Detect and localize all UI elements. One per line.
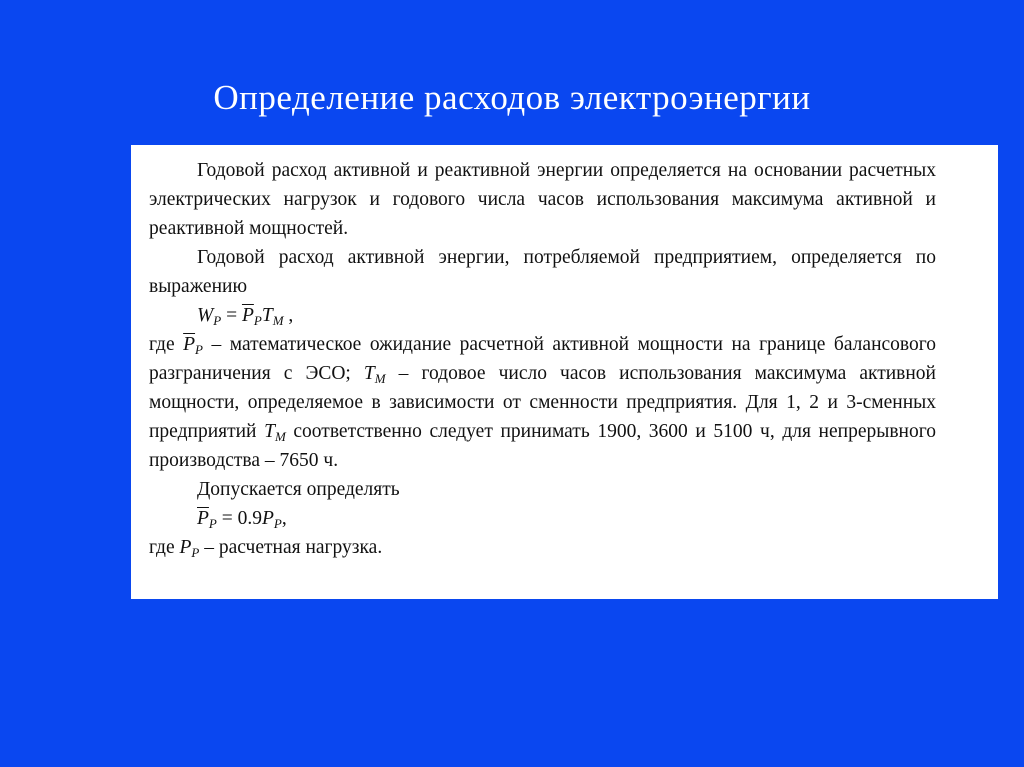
symbol-w-subscript: P — [213, 313, 222, 328]
paragraph-load-definition — [149, 533, 936, 562]
load-definition-text: – расчетная нагрузка. — [199, 537, 383, 558]
symbol-t-subscript: M — [274, 429, 286, 444]
symbol-p-bar: $\overline{P}$ — [183, 334, 196, 355]
paragraph-annual-consumption: Годовой расход активной и реактивной энергии определяется на основании расчетных электрических нагрузок и годового числа часов использования максимума активной и реактивной мощностей. — [149, 160, 936, 239]
definition-text-1: – математическое ожидание расчетной активной мощности на границе балансового разграничения с ЭСО; — [149, 334, 936, 384]
symbol-t-subscript: M — [374, 371, 386, 386]
symbol-t: T — [363, 363, 375, 384]
formula-end: , — [281, 508, 287, 529]
slide-title: Определение расходов электроэнергии — [213, 78, 811, 117]
where-label: где — [149, 537, 180, 558]
definition-text-2: – годовое число часов использования максимума активной мощности, определяемое в зависимости от сменности предприятия. Для 1, 2 и 3-сменных предприятий — [149, 363, 936, 442]
symbol-p-subscript: P — [253, 313, 262, 328]
symbol-p-bar: $\overline{P}$ — [197, 508, 209, 529]
symbol-p-subscript: P — [208, 516, 217, 531]
symbol-p-subscript: P — [191, 545, 200, 560]
paragraph-allowed: Допускается определять — [197, 479, 400, 500]
equals-coefficient: = 0.9 — [216, 508, 262, 529]
symbol-w: W — [197, 305, 214, 326]
definition-text-3: соответственно следует принимать 1900, 3600 и 5100 ч, для непрерывного производства – 7650 ч. — [149, 421, 936, 471]
symbol-p-bar: $\overline{P}$ — [241, 305, 254, 326]
paragraph-definitions — [149, 330, 936, 475]
where-label: где — [149, 334, 184, 355]
equals-sign: = — [221, 305, 242, 326]
formula-end: , — [283, 305, 294, 326]
symbol-t: T — [261, 305, 273, 326]
symbol-t: T — [264, 421, 275, 442]
symbol-p: P — [262, 508, 274, 529]
content-box — [131, 145, 998, 599]
symbol-p-subscript: P — [195, 342, 203, 357]
symbol-p-subscript: P — [273, 516, 282, 531]
paragraph-active-energy: Годовой расход активной энергии, потребляемой предприятием, определяется по выражению — [149, 247, 936, 297]
formula-pp — [149, 504, 936, 533]
formula-wp — [149, 301, 936, 330]
symbol-t-subscript: M — [272, 313, 284, 328]
symbol-p: P — [179, 537, 192, 558]
